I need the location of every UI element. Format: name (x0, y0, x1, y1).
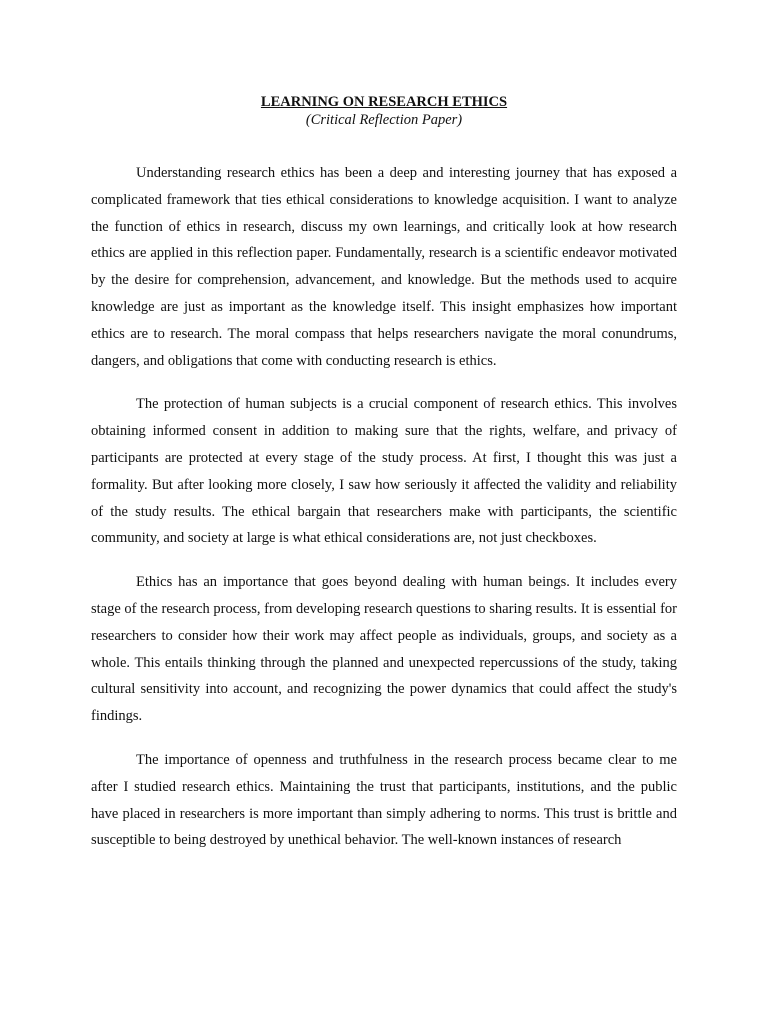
title-block (0, 93, 768, 129)
paragraph-4: The importance of openness and truthfulness in the research process became clear to me after I studied research ethics. Maintaining the trust that participants, institutions, and the public have placed in researchers is more important than simply adhering to norms. This trust is brittle and susceptible to being destroyed by unethical behavior. The well-known instances of research (91, 751, 677, 849)
paragraph-3: Ethics has an importance that goes beyond dealing with human beings. It includes every stage of the research process, from developing research questions to sharing results. It is essential for researchers to consider how their work may affect people as individuals, groups, and society as a whole. This entails thinking through the planned and unexpected repercussions of the study, taking cultural sensitivity into account, and recognizing the power dynamics that could affect the study's findings. (91, 574, 677, 725)
paragraph-1: Understanding research ethics has been a deep and interesting journey that has exposed a complicated framework that ties ethical considerations to knowledge acquisition. I want to analyze the function of ethics in research, discuss my own learnings, and critically look at how research ethics are applied in this reflection paper. Fundamentally, research is a scientific endeavor motivated by the desire for comprehension, advancement, and knowledge. But the methods used to acquire knowledge are just as important as the knowledge itself. This insight emphasizes how important ethics are to research. The moral compass that helps researchers navigate the moral conundrums, dangers, and obligations that come with conducting research is ethics. (91, 165, 677, 369)
paragraph-2: The protection of human subjects is a crucial component of research ethics. This involves obtaining informed consent in addition to making sure that the rights, welfare, and privacy of participants are protected at every stage of the study process. At first, I thought this was just a formality. But after looking more closely, I saw how seriously it affected the validity and reliability of the study results. The ethical bargain that researchers make with participants, the scientific community, and society at large is what ethical considerations are, not just checkboxes. (91, 396, 677, 547)
document-body (91, 160, 677, 871)
document-subtitle: (Critical Reflection Paper) (305, 112, 463, 128)
document-title: LEARNING ON RESEARCH ETHICS (260, 94, 508, 110)
